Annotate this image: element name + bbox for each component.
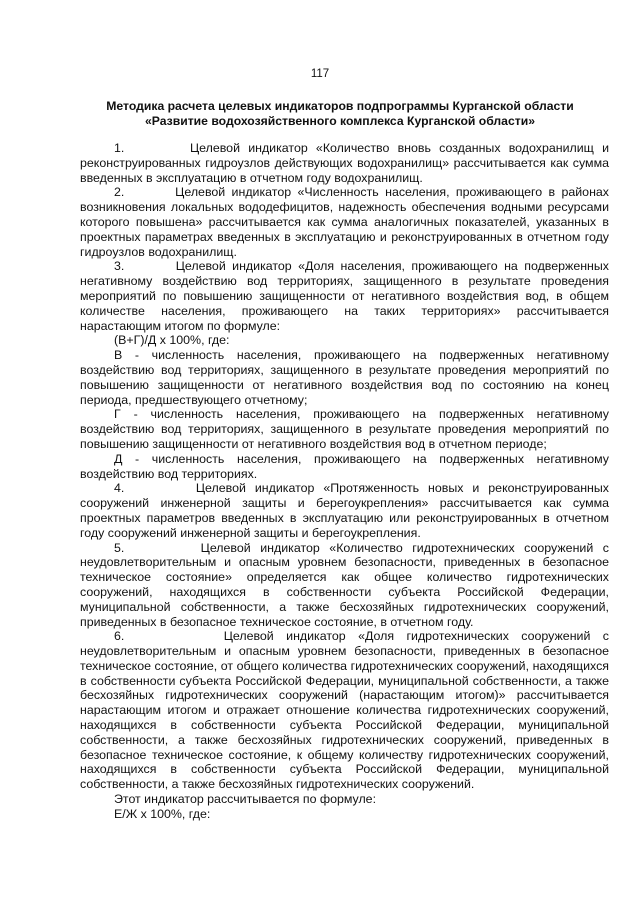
page-number: 117 <box>310 68 330 80</box>
paragraph-indicator-6: 6. Целевой индикатор «Доля гидротехнических сооружений с неудовлетворительным и опасным уровнем безопасности, приведенных в безопасное техническое состояние, от общего количества гидротехнических сооружений, находящихся в собственности субъекта Российской Федерации, муниципальной собственности, а также бесхозяйных гидротехнических сооружений (нарастающим итогом)» рассчитывается нарастающим итогом и отражает отношение количества гидротехнических сооружений, находящихся в собственности субъекта Российской Федерации, муниципальной собственности, а также бесхозяйных гидротехнических сооружений, приведенных в безопасное техническое состояние, к общему количеству гидротехнических сооружений, находящихся в собственности субъекта Российской Федерации, муниципальной собственности, а также бесхозяйных гидротехнических сооружений. <box>80 629 609 792</box>
title-line-2: «Развитие водохозяйственного комплекса Курганской области» <box>145 114 535 128</box>
definition-d: Д - численность населения, проживающего на подверженных негативному воздействию вод территориях. <box>80 451 609 481</box>
paragraph-formula-intro: Этот индикатор рассчитывается по формуле: <box>114 792 377 807</box>
formula-2: Е/Ж х 100%, где: <box>114 806 211 821</box>
paragraph-indicator-1: 1. Целевой индикатор «Количество вновь созданных водохранилищ и реконструированных гидроузлов действующих водохранилищ» рассчитывается как сумма введенных в эксплуатацию в отчетном году водохранилищ. <box>80 141 609 185</box>
formula-1: (В+Г)/Д х 100%, где: <box>114 333 230 348</box>
paragraph-indicator-4: 4. Целевой индикатор «Протяженность новых и реконструированных сооружений инженерной защиты и берегоукрепления» рассчитывается как сумма проектных параметров введенных в эксплуатацию или реконструированных в отчетном году сооружений инженерной защиты и берегоукрепления. <box>80 481 609 540</box>
paragraph-indicator-5: 5. Целевой индикатор «Количество гидротехнических сооружений с неудовлетворительным и опасным уровнем безопасности, приведенных в безопасное техническое состояние» определяется как общее количество гидротехнических сооружений, находящихся в собственности субъекта Российской Федерации, муниципальной собственности, а также бесхозяйных гидротехнических сооружений, приведенных в безопасное техническое состояние, в отчетном году. <box>80 540 609 629</box>
paragraph-indicator-2: 2. Целевой индикатор «Численность населения, проживающего в районах возникновения локальных вододефицитов, надежность обеспечения водными ресурсами которого повышена» рассчитывается как сумма аналогичных показателей, указанных в проектных параметрах введенных в эксплуатацию и реконструированных в отчетном году гидроузлов водохранилищ. <box>80 185 609 259</box>
paragraph-indicator-3: 3. Целевой индикатор «Доля населения, проживающего на подверженных негативному воздействию вод территориях, защищенного в результате проведения мероприятий по повышению защищенности от негативного воздействия вод, в общем количестве населения, проживающего на таких территориях» рассчитывается нарастающим итогом по формуле: <box>80 259 609 333</box>
page-title <box>80 99 600 129</box>
title-line-1: Методика расчета целевых индикаторов подпрограммы Курганской области <box>106 99 574 113</box>
definition-v: В - численность населения, проживающего на подверженных негативному воздействию вод территориях, защищенного в результате проведения мероприятий по повышению защищенности от негативного воздействия вод по состоянию на конец периода, предшествующего отчетному; <box>80 348 609 407</box>
definition-g: Г - численность населения, проживающего на подверженных негативному воздействию вод территориях, защищенного в результате проведения мероприятий по повышению защищенности от негативного воздействия вод в отчетном периоде; <box>80 407 609 451</box>
document-body <box>80 141 609 822</box>
